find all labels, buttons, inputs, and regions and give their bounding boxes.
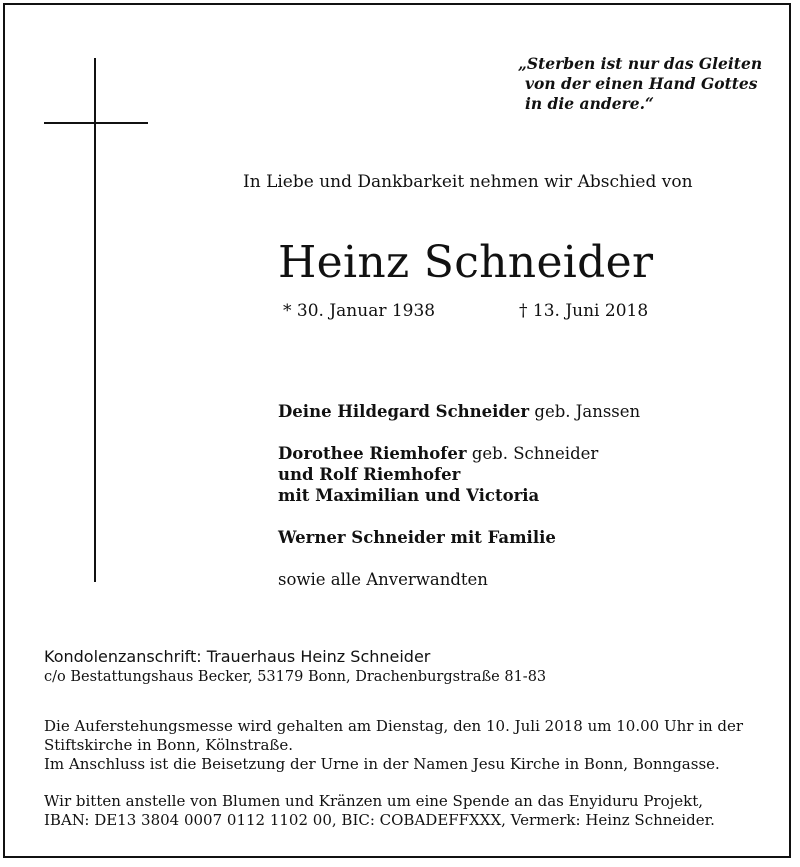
mourner-group-wife bbox=[278, 401, 640, 422]
intro-text: In Liebe und Dankbarkeit nehmen wir Abschied von bbox=[243, 172, 693, 192]
donation-line: IBAN: DE13 3804 0007 0112 1102 00, BIC: COBADEFFXXX, Vermerk: Heinz Schneider. bbox=[44, 811, 715, 829]
death-date: † 13. Juni 2018 bbox=[519, 301, 649, 321]
quote-line: von der einen Hand Gottes bbox=[525, 74, 758, 93]
mourner-group-son bbox=[278, 527, 640, 548]
mourner-group-daughter bbox=[278, 443, 640, 506]
bible-quote bbox=[518, 54, 762, 114]
donation-line: Wir bitten anstelle von Blumen und Kränzen um eine Spende an das Enyiduru Projekt, bbox=[44, 792, 704, 810]
donation-info bbox=[44, 792, 784, 830]
mass-info bbox=[44, 717, 784, 774]
cross-icon-crossbar bbox=[44, 122, 148, 124]
condolence-line: c/o Bestattungshaus Becker, 53179 Bonn, Drachenburgstraße 81-83 bbox=[44, 669, 547, 685]
quote-line: „Sterben ist nur das Gleiten bbox=[518, 54, 763, 73]
mourner-name: Deine Hildegard Schneider bbox=[278, 402, 530, 421]
condolence-line: Kondolenzanschrift: Trauerhaus Heinz Schneider bbox=[44, 647, 431, 666]
mourner-name: Dorothee Riemhofer bbox=[278, 444, 467, 463]
quote-line: in die andere.“ bbox=[525, 94, 654, 113]
mourner-note: geb. Schneider bbox=[466, 444, 599, 463]
condolence-address bbox=[44, 647, 546, 685]
deceased-name: Heinz Schneider bbox=[278, 237, 654, 288]
mass-line: Stiftskirche in Bonn, Kölnstraße. bbox=[44, 736, 294, 754]
cross-icon bbox=[94, 58, 96, 582]
mourner-note: geb. Janssen bbox=[529, 402, 641, 421]
birth-date: * 30. Januar 1938 bbox=[283, 301, 436, 321]
mourner-name: mit Maximilian und Victoria bbox=[278, 486, 540, 505]
mourner-name: und Rolf Riemhofer bbox=[278, 465, 461, 484]
mourner-group-others bbox=[278, 569, 640, 590]
mourners-list bbox=[278, 401, 640, 611]
mourner-name: Werner Schneider mit Familie bbox=[278, 528, 556, 547]
mass-line: Die Auferstehungsmesse wird gehalten am Dienstag, den 10. Juli 2018 um 10.00 Uhr in der bbox=[44, 717, 744, 735]
mass-line: Im Anschluss ist die Beisetzung der Urne in der Namen Jesu Kirche in Bonn, Bonngasse. bbox=[44, 755, 720, 773]
mourner-others: sowie alle Anverwandten bbox=[278, 570, 488, 589]
